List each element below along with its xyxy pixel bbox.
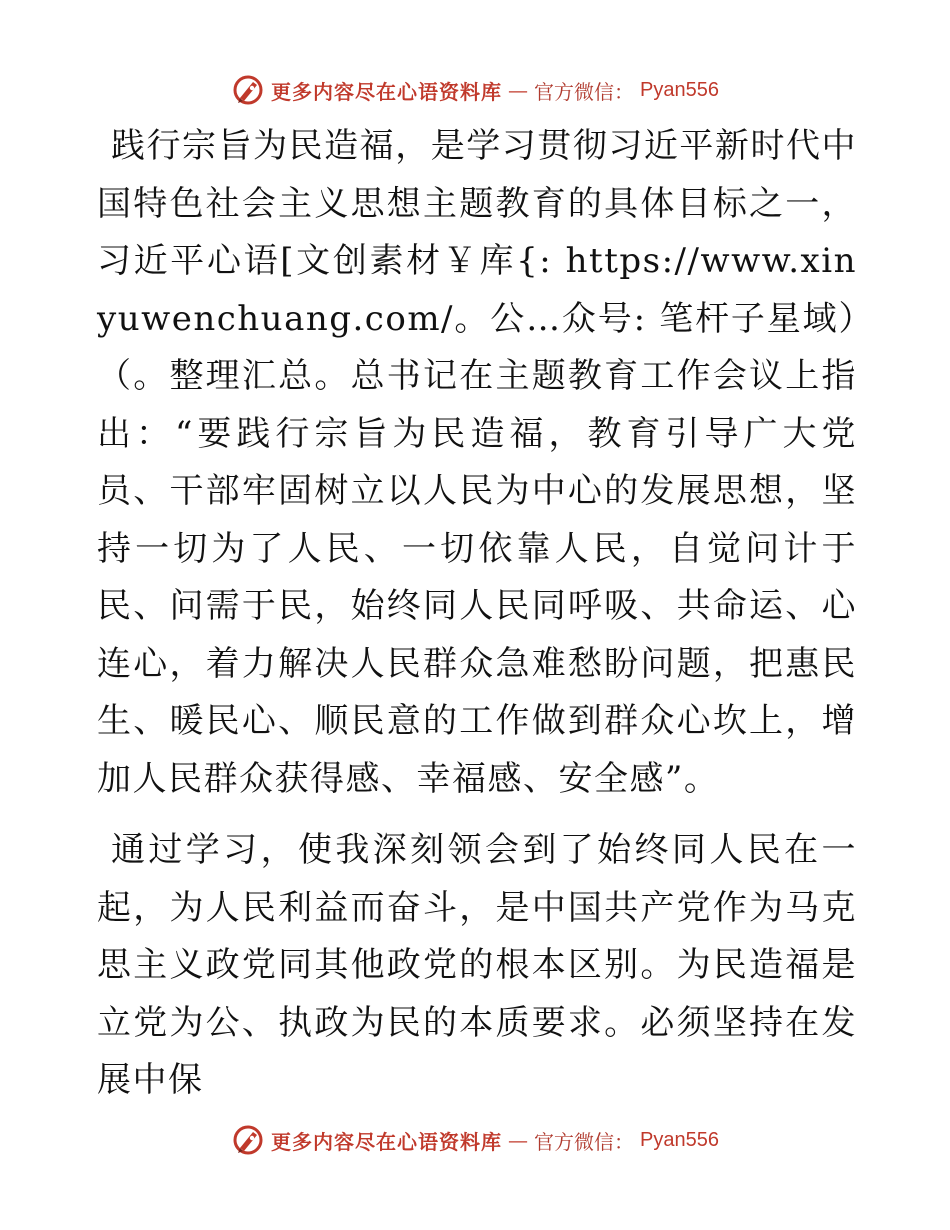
header-watermark xyxy=(0,70,950,110)
watermark-separator: — xyxy=(508,78,529,102)
footer-watermark xyxy=(0,1120,950,1160)
paragraph-1: 践行宗旨为民造福，是学习贯彻习近平新时代中国特色社会主义思想主题教育的具体目标之一，习近平心语[文创素材￥库{: https://www.xinyuwenchuang.com/。公…众号: 笔杆子星域）（。整理汇总。总书记在主题教育工作会议上指出：“要践行宗旨为民造福，教育引导广大党员、干部牢固树立以人民为中心的发展思想，坚持一切为了人民、一切依靠人民，自觉问计于民、问需于民，始终同人民同呼吸、共命运、心连心，着力解决人民群众急难愁盼问题，把惠民生、暖民心、顺民意的工作做到群众心坎上，增加人民群众获得感、幸福感、安全感”。 xyxy=(97,126,857,799)
paragraph-2: 通过学习，使我深刻领会到了始终同人民在一起，为人民利益而奋斗，是中国共产党作为马克思主义政党同其他政党的根本区别。为民造福是立党为公、执政为民的本质要求。必须坚持在发展中保 xyxy=(97,830,857,1100)
watermark-wechat-id: Pyan556 xyxy=(640,78,719,101)
pen-logo-icon xyxy=(231,73,265,107)
pen-logo-icon xyxy=(231,1123,265,1157)
watermark-brand: 更多内容尽在心语资料库 xyxy=(271,1129,503,1154)
watermark-wechat-id: Pyan556 xyxy=(640,1128,719,1151)
document-body xyxy=(97,118,857,1110)
watermark-official-label: 官方微信： xyxy=(534,1129,635,1154)
watermark-separator: — xyxy=(508,1128,529,1152)
watermark-official-label: 官方微信： xyxy=(534,79,635,104)
watermark-brand: 更多内容尽在心语资料库 xyxy=(271,79,503,104)
